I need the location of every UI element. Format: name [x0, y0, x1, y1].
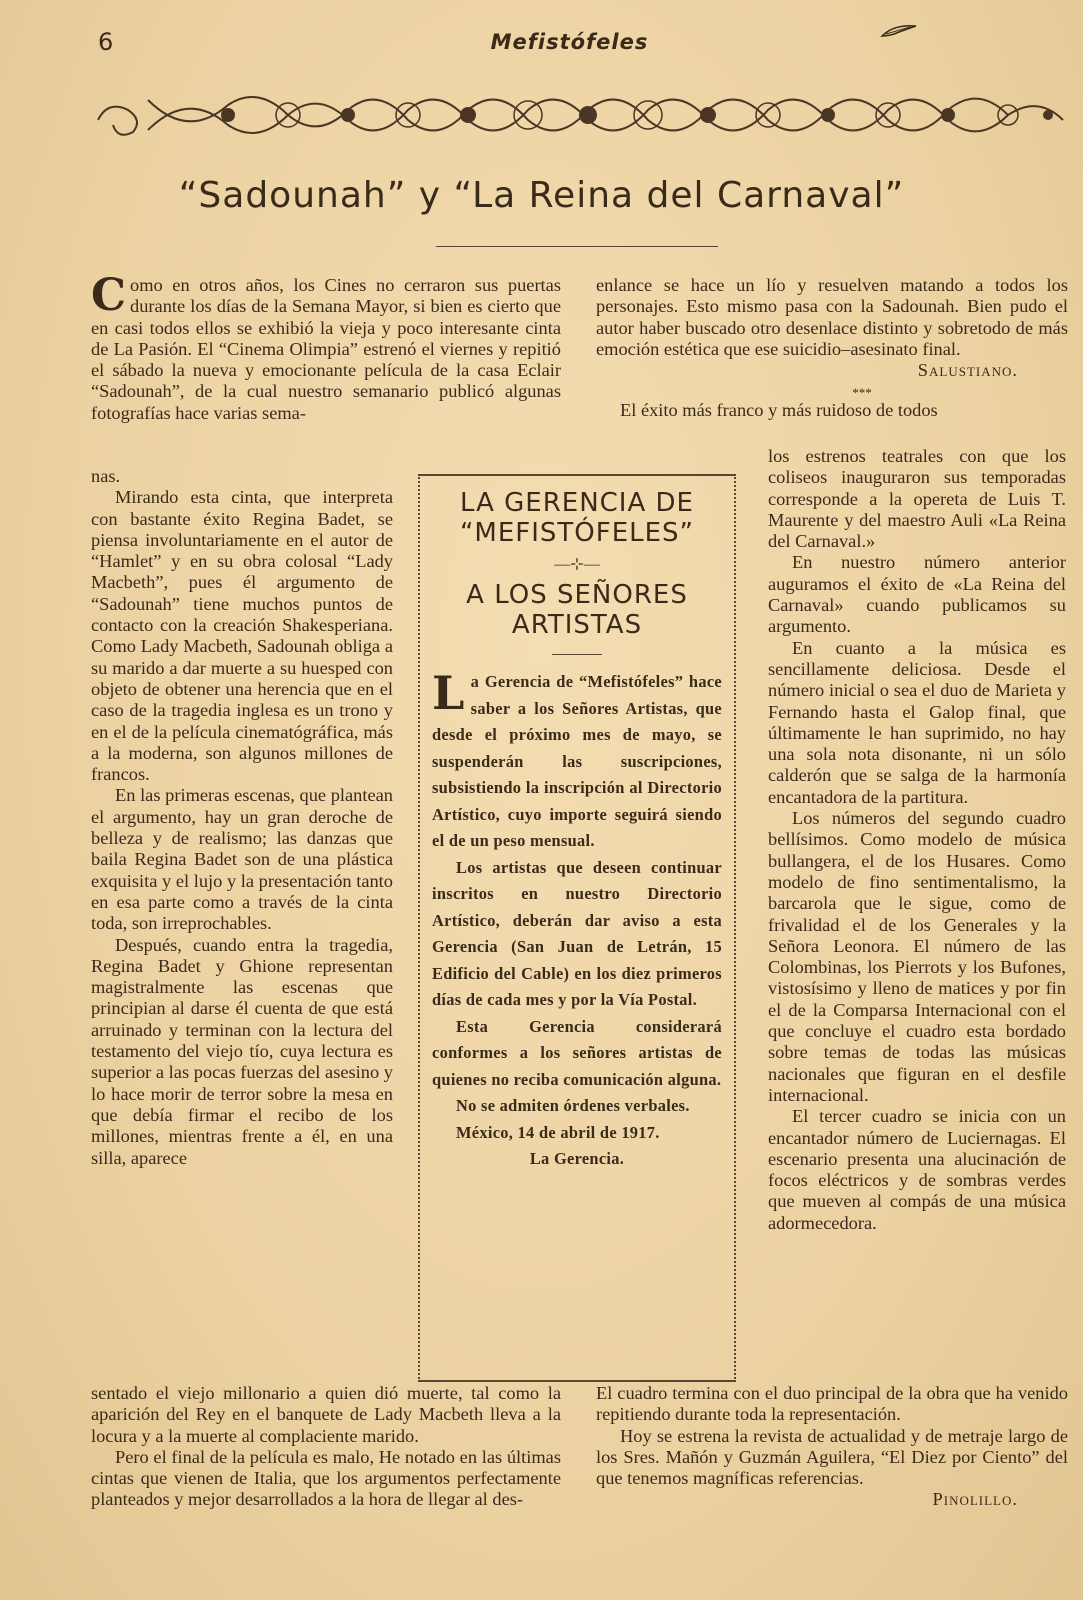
- notice-subheading-line2: ARTISTAS: [511, 610, 643, 640]
- paragraph: sentado el viejo millonario a quien dió muerte, tal como la aparición del Rey en el banquete de Lady Macbeth lleva a la locura y a la muerte al complaciente marido.: [91, 1383, 561, 1446]
- paragraph: Mirando esta cinta, que interpreta con bastante éxito Regina Badet, se piensa involuntariamente en el autor de “Hamlet” y en su obra colosal “Lady Macbeth”, pues él argumento de “Sadounah” tiene muchos puntos de contacto con la creación Shakesperiana. Como Lady Macbeth, Sadounah obliga a su marido a dar muerte a su huesped con objeto de obtener una herencia que en el caso de la tragedia inglesa es un trono y en el de la película cinematógráfica, más a la moderna, son algunos millones de francos.: [91, 487, 393, 785]
- page-number: 6: [98, 28, 114, 56]
- paragraph: nas.: [91, 466, 121, 486]
- masthead-title: Mefistófeles: [490, 30, 649, 54]
- notice-paragraph: [432, 666, 722, 855]
- right-column-top: [596, 275, 1068, 422]
- notice-divider: —⊹—: [554, 556, 600, 573]
- dropcap: C: [91, 270, 127, 321]
- paragraph: enlance se hace un lío y resuelven matando a todos los personajes. Esto mismo pasa con la Sadounah. Bien pudo el autor haber buscado otro desenlace distinto y sobretodo de más emoción estética que ese suicidio–asesinato final.: [596, 275, 1068, 359]
- paragraph: El tercer cuadro se inicia con un encantador número de Luciernagas. El escenario presenta una alucinación de focos eléctricos y de sombras verdes que mueven al compás de una música adormecedora.: [768, 1106, 1066, 1233]
- article-title: “Sadounah” y “La Reina del Carnaval”: [178, 175, 905, 216]
- left-column-top: [91, 270, 561, 424]
- notice-subheading-line1: A LOS SEÑORES: [466, 580, 688, 610]
- right-column-bottom: [596, 1383, 1068, 1511]
- right-column-narrow: [768, 446, 1066, 1234]
- left-column-narrow: [91, 466, 393, 1169]
- paragraph: Hoy se estrena la revista de actualidad y de metraje largo de los Sres. Mañón y Guzmán Aguilera, “El Diez por Ciento” del que tenemos magníficas referencias.: [596, 1425, 1068, 1489]
- paragraph: [91, 270, 561, 424]
- masthead: [0, 30, 1083, 54]
- signature-pinolillo: Pinolillo.: [932, 1489, 1018, 1510]
- paragraph-text: omo en otros años, los Cines no cerraron sus puertas durante los días de la Semana Mayor, si bien es cierto que en casi todos ellos se exhibió la vieja y poco interesante cinta de La Pasión. El “Cinema Olimpia” estrenó el viernes y repitió el sábado la nueva y emocionante película de la casa Eclair “Sadounah”, de la cual nuestro semanario publicó algunas fotografías hace varias sema-: [91, 275, 561, 423]
- decorative-ornament-band: [88, 80, 1078, 150]
- paragraph: El éxito más franco y más ruidoso de todos: [620, 400, 938, 421]
- notice-signature: La Gerencia.: [529, 1149, 625, 1168]
- paragraph: Pero el final de la película es malo, He notado en las últimas cintas que vienen de Italia, que los argumentos perfectamente planteados y mejor desarrollados a la hora de llegar al des-: [91, 1446, 561, 1510]
- notice-paragraph-text: a Gerencia de “Mefistófeles” hace saber a los Señores Artistas, que desde el próximo mes de mayo, se suspenderán las suscripciones, subsistiendo la inscripción al Directorio Artístico, cuyo importe seguirá siendo el de un peso mensual.: [432, 672, 722, 850]
- notice-paragraph: Los artistas que deseen continuar inscritos en nuestro Directorio Artístico, deberán dar aviso a esta Gerencia (San Juan de Letrán, 15 Edificio del Cable) en los diez primeros días de cada mes y por la Vía Postal.: [432, 857, 722, 1009]
- notice-paragraph: No se admiten órdenes verbales.: [456, 1096, 690, 1115]
- notice-box: [418, 474, 736, 1382]
- section-separator: ***: [852, 385, 872, 401]
- paragraph: Después, cuando entra la tragedia, Regina Badet y Ghione representan magistralmente las escenas que principian al darse él cuenta de que está arruinado y terminan con la lectura del testamento del viejo tío, cuya lectura es superior a las pocas fuerzas del asesino y lo hace morir de terror sobre la mesa en que debía firmar el recibo de los millones, mientras frente a él, en una silla, aparece: [91, 934, 393, 1168]
- notice-paragraph: Esta Gerencia considerará conformes a los señores artistas de quienes no reciba comunicación alguna.: [432, 1016, 722, 1089]
- notice-rule: [552, 654, 602, 655]
- notice-heading-line1: LA GERENCIA DE: [460, 488, 694, 518]
- paragraph: los estrenos teatrales con que los coliseos inauguraron sus temporadas corresponde a la opereta de Luis T. Maurente y del maestro Auli «La Reina del Carnaval.»: [768, 446, 1066, 552]
- paragraph: Los números del segundo cuadro bellísimos. Como modelo de música bullangera, el de los Husares. Como modelo de fino sentimentalismo, la barcarola que le sigue, como de frivalidad el de los Generales y la Señora Leonora. El número de las Colombinas, los Pierrots y los Bufones, vistosísimo y lleno de matices y por fin el de la Comparsa Internacional con el que concluye el cuadro esta bordado sobre temas de todas las músicas nacionales que figuran en el desfile internacional.: [768, 808, 1066, 1105]
- paragraph: En nuestro número anterior auguramos el éxito de «La Reina del Carnaval» cuando publicamos su argumento.: [768, 552, 1066, 637]
- feather-icon: [880, 22, 920, 40]
- paragraph: El cuadro termina con el duo principal de la obra que ha venido repitiendo durante toda la representación.: [596, 1383, 1068, 1425]
- notice-heading-line2: “MEFISTÓFELES”: [459, 518, 695, 548]
- left-column-bottom: [91, 1383, 561, 1511]
- paragraph: En las primeras escenas, que plantean el argumento, hay un gran deroche de belleza y de realismo; las danzas que baila Regina Badet son de una plástica exquisita y el lujo y la presentación tanto en esa parte como a través de la cinta toda, son irreprochables.: [91, 785, 393, 934]
- notice-date: México, 14 de abril de 1917.: [456, 1122, 660, 1142]
- signature-salustiano: Salustiano.: [917, 360, 1018, 381]
- notice-dropcap: L: [432, 666, 465, 720]
- paragraph: En cuanto a la música es sencillamente deliciosa. Desde el número inicial o sea el duo de Marieta y Fernando hasta el Galop final, que últimamente le han suprimido, no hay una sola nota disonante, ni un sólo calderón que se salga de la harmonía encantadora de la partitura.: [768, 637, 1066, 807]
- title-rule: [436, 246, 718, 247]
